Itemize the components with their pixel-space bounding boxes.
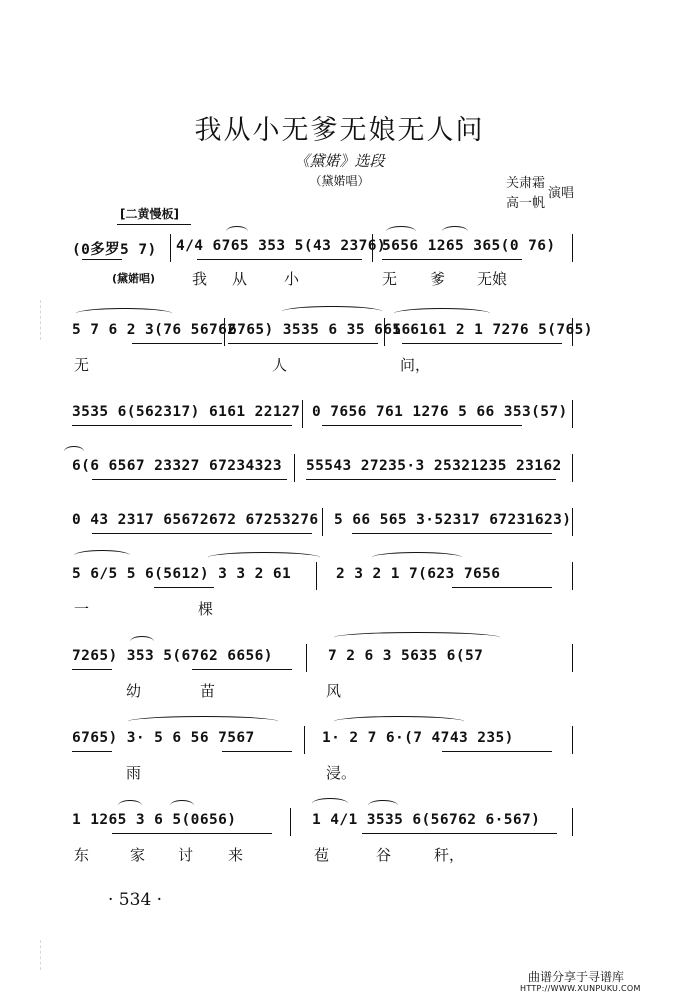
singer-note: （黛婼唱） [309, 174, 370, 188]
underline-beam [112, 833, 272, 834]
lyric-char: 棵 [198, 600, 214, 618]
underline-beam [132, 343, 222, 344]
notation-segment: 5 6/5 5 6(5612) 3 3 2 61 [72, 566, 292, 582]
lyrics-tag: (黛婼唱) [112, 272, 156, 285]
underline-beam [452, 587, 552, 588]
slur [170, 800, 194, 811]
notation-segment: 3535 6(562317) 6161 22127 [72, 404, 301, 420]
lyric-char: 来 [228, 846, 244, 864]
underline-beam [72, 751, 112, 752]
underline-beam [306, 479, 556, 480]
slur [208, 552, 320, 563]
lyric-char: 人 [272, 356, 288, 374]
watermark-url: HTTP://WWW.XUNPUKU.COM [520, 984, 641, 993]
slur [226, 226, 248, 237]
barline [572, 234, 573, 262]
slur [442, 226, 468, 237]
performer-1: 关肃霜 [506, 176, 546, 191]
barline [572, 400, 573, 428]
tempo-marking: [二黄慢板] [120, 207, 179, 221]
notation-segment: 6765) 3535 6 35 6656 [228, 322, 411, 338]
staff-line-9 [72, 808, 577, 836]
notation-segment: 4/4 6765 353 5(43 2376) [176, 238, 386, 254]
underline-beam [92, 533, 312, 534]
lyrics-line-1 [72, 268, 577, 290]
barline [306, 644, 307, 672]
lyric-char: 小 [284, 270, 300, 288]
lyrics-line-6 [72, 598, 577, 620]
slur [334, 632, 500, 643]
tempo-rule [117, 224, 191, 225]
slur [282, 306, 382, 317]
staff-line-3 [72, 400, 577, 428]
barline [572, 562, 573, 590]
slur [64, 446, 84, 457]
barline [384, 318, 385, 346]
lyric-char: 一 [74, 600, 90, 618]
lyric-char: 爹 [430, 270, 446, 288]
barline [224, 318, 225, 346]
underline-beam [92, 479, 287, 480]
page-number: · 534 · [108, 890, 163, 910]
notation-segment: 5656 1265 365(0 76) [382, 238, 556, 254]
slur [394, 308, 490, 319]
staff-line-5 [72, 508, 577, 536]
barline [302, 400, 303, 428]
notation-segment: 1· 2 7 6·(7 4743 235) [322, 730, 514, 746]
underline-beam [222, 751, 292, 752]
staff-line-2 [72, 318, 593, 346]
staff-line-1 [72, 234, 577, 262]
slur [386, 226, 416, 237]
barline [316, 562, 317, 590]
slur [368, 800, 398, 811]
slur [312, 798, 348, 809]
lyric-char: 家 [130, 846, 146, 864]
notation-segment: 1 1265 3 6 5(0656) [72, 812, 237, 828]
notation-segment: 6765) 3· 5 6 56 7567 [72, 730, 255, 746]
slur [130, 636, 154, 647]
lyrics-line-8 [72, 762, 577, 784]
lyric-char: 秆， [434, 846, 465, 864]
notation-segment: (0多罗5 7) [72, 242, 157, 258]
lyric-char: 无娘 [477, 270, 508, 288]
lyrics-line-7 [72, 680, 577, 702]
underline-beam [402, 343, 562, 344]
barline [572, 726, 573, 754]
underline-beam [82, 259, 122, 260]
underline-beam [72, 425, 292, 426]
underline-beam [72, 669, 112, 670]
barline [572, 454, 573, 482]
staff-line-4 [72, 454, 577, 482]
lyric-char: 无 [74, 356, 90, 374]
slur [334, 716, 464, 727]
notation-segment: 5 7 6 2 3(76 56762 [72, 322, 237, 338]
underline-beam [382, 259, 522, 260]
barline [572, 318, 573, 346]
notation-segment: 6(6 6567 23327 67234323 [72, 458, 282, 474]
barline [372, 234, 373, 262]
lyric-char: 雨 [126, 764, 142, 782]
notation-segment: 7265) 353 5(6762 6656) [72, 648, 273, 664]
performer-role: 演唱 [548, 186, 575, 201]
performer-2: 高一帆 [506, 196, 546, 211]
margin-tick [40, 940, 43, 970]
lyric-char: 我 [192, 270, 208, 288]
lyric-char: 问， [400, 356, 431, 374]
page-title: 我从小无爹无娘无人问 [194, 115, 485, 146]
barline [572, 808, 573, 836]
slur [128, 716, 278, 727]
staff-line-7 [72, 644, 577, 672]
underline-beam [197, 259, 362, 260]
lyric-char: 讨 [178, 846, 194, 864]
notation-segment: 1 6161 2 1 7276 5(765) [392, 322, 593, 338]
watermark-text: 曲谱分享于寻谱库 [528, 970, 625, 984]
lyric-char: 东 [74, 846, 90, 864]
notation-segment: 1 4/1 3535 6(56762 6·567) [312, 812, 541, 828]
underline-beam [362, 833, 557, 834]
barline [304, 726, 305, 754]
barline [290, 808, 291, 836]
lyric-char: 苞 [314, 846, 330, 864]
staff-line-6 [72, 562, 577, 590]
margin-tick [40, 300, 43, 340]
lyric-char: 无 [382, 270, 398, 288]
notation-segment: 5 66 565 3·52317 67231623) [334, 512, 572, 528]
barline [294, 454, 295, 482]
lyric-char: 苗 [200, 682, 216, 700]
notation-segment: 2 3 2 1 7(623 7656 [336, 566, 501, 582]
underline-beam [352, 533, 552, 534]
underline-beam [442, 751, 552, 752]
subtitle: 《黛婼》选段 [294, 152, 385, 170]
underline-beam [228, 343, 378, 344]
slur [118, 800, 142, 811]
slur [372, 552, 462, 563]
notation-segment: 55543 27235·3 25321235 23162 [306, 458, 562, 474]
underline-beam [322, 425, 522, 426]
slur [76, 308, 172, 319]
barline [572, 644, 573, 672]
lyric-char: 风 [326, 682, 342, 700]
underline-beam [192, 669, 292, 670]
staff-line-8 [72, 726, 577, 754]
notation-segment: 0 7656 761 1276 5 66 353(57) [312, 404, 568, 420]
barline [170, 234, 171, 262]
lyric-char: 从 [232, 270, 248, 288]
slur [74, 550, 130, 561]
lyrics-line-2 [72, 354, 577, 376]
barline [572, 508, 573, 536]
lyric-char: 幼 [126, 682, 142, 700]
notation-segment: 7 2 6 3 5635 6(57 [328, 648, 484, 664]
lyric-char: 浸。 [326, 764, 357, 782]
barline [322, 508, 323, 536]
underline-beam [154, 587, 214, 588]
lyrics-line-9 [72, 844, 577, 866]
notation-segment: 0 43 2317 65672672 67253276 [72, 512, 319, 528]
lyric-char: 谷 [376, 846, 392, 864]
